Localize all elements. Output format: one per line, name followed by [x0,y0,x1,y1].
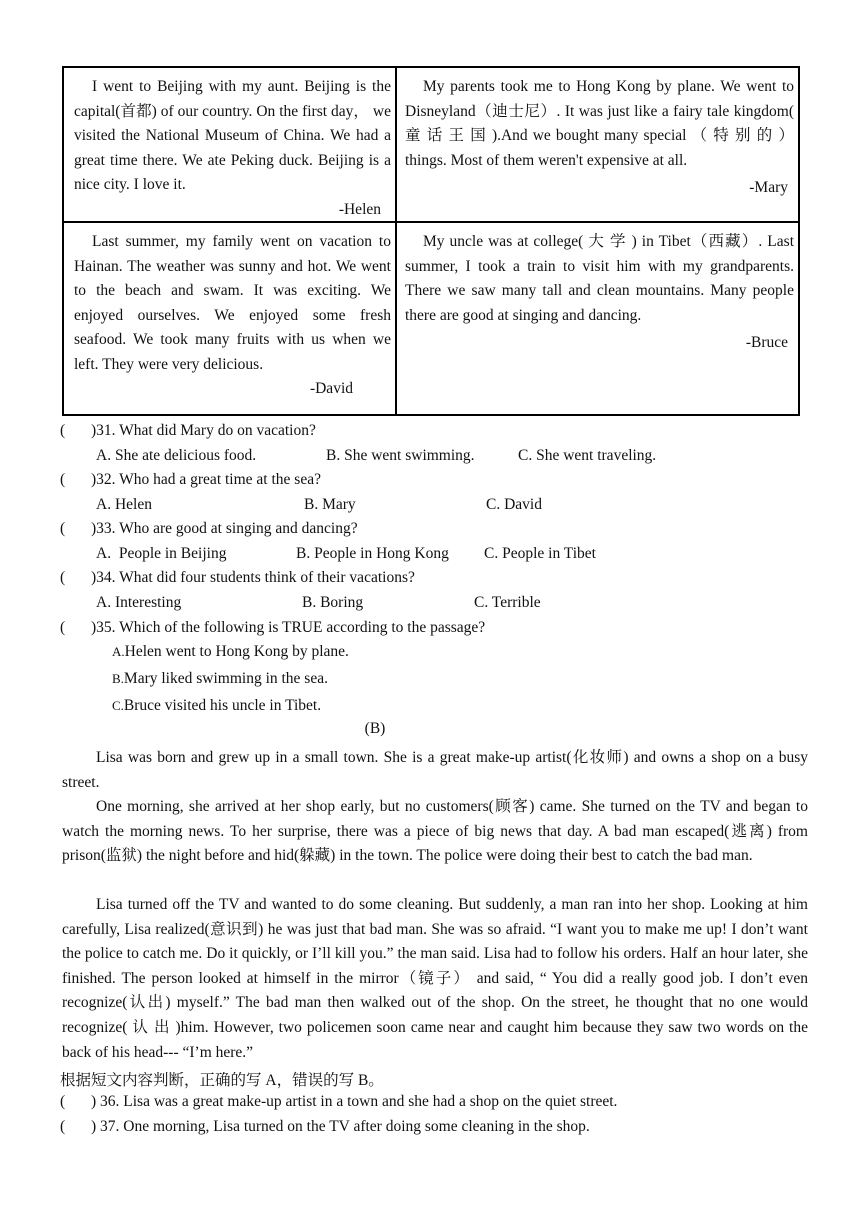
passage-helen [64,68,397,223]
option-c: C. Terrible [474,594,541,611]
option-b: B. She went swimming. [326,447,475,464]
answer-bracket[interactable]: ( [60,569,66,586]
question-stem: )31. What did Mary do on vacation? [91,422,316,439]
option-a: A. People in Beijing [96,545,227,562]
answer-bracket[interactable]: ( [60,1118,66,1135]
story-paragraph-3: Lisa turned off the TV and wanted to do some cleaning. But suddenly, a man ran into her shop. Looking at him carefully, Lisa realized(意识到) he was just that bad man. She was so afraid. “I want you to make me up! I don’t want the police to catch me. Do it quickly, or I’ll kill you.” the man said. Lisa had to follow his orders. Half an hour later, she finished. The person looked at himself in the mirror（镜子） and said, “ You did a really good job. I don’t even recognize(认出) myself.” The bad man then walked out of the shop. On the street, he thought that no one would recognize( 认 出 )him. However, two policemen soon came near and caught him because they saw two words on the back of his head--- “I’m here.” [62,896,808,1061]
passage-text: My parents took me to Hong Kong by plane. We went to Disneyland（迪士尼）. It was just like a fairy tale kingdom( 童 话 王 国 ).And we bought many special （ 特 别 的 ） things. Most of them weren't expensive at all. [405,78,794,169]
option-text: Helen went to Hong Kong by plane. [124,643,349,660]
option-c: C. People in Tibet [484,545,596,562]
answer-bracket[interactable]: ( [60,520,66,537]
question-stem: )33. Who are good at singing and dancing? [91,520,358,537]
option-letter: C. [112,698,124,713]
question-stem: )32. Who had a great time at the sea? [91,471,321,488]
question-34 [60,566,820,590]
passage-author: -Mary [749,179,788,196]
answer-bracket[interactable]: ( [60,422,66,439]
passage-text: I went to Beijing with my aunt. Beijing is the capital(首都) of our country. On the first day， we visited the National Museum of China. We had a great time there. We ate Peking duck. Beijing is a nice city. I love it. [74,78,391,193]
reading-table [62,66,800,416]
option-a: A. She ate delicious food. [96,447,257,464]
q35-option-a [112,643,349,661]
passage-text: My uncle was at college( 大 学 ) in Tibet（西藏）. Last summer, I took a train to visit him with my grandparents. There we saw many tall and clean mountains. Many people there are good at singing and dancing. [405,233,794,324]
instruction: 根据短文内容判断，正确的写 A，错误的写 B。 [60,1072,384,1089]
option-b: B. Mary [304,496,356,513]
option-b: B. Boring [302,594,364,611]
answer-bracket[interactable]: ( [60,619,66,636]
question-33 [60,517,820,541]
section-b-title: (B) [364,720,386,737]
question-stem: ) 36. Lisa was a great make-up artist in a town and she had a shop on the quiet street. [91,1093,618,1110]
q35-option-c [112,697,321,715]
option-b: B. People in Hong Kong [296,545,449,562]
question-stem: )35. Which of the following is TRUE according to the passage? [91,619,486,636]
option-a: A. Helen [96,496,152,513]
question-37 [60,1115,820,1139]
passage-author: -Helen [338,200,381,218]
passage-author: -Bruce [745,334,788,351]
option-c: C. David [486,496,542,513]
passage-mary [397,68,798,223]
question-31 [60,419,820,443]
option-letter: B. [112,671,124,686]
question-stem: )34. What did four students think of their vacations? [91,569,415,586]
answer-bracket[interactable]: ( [60,471,66,488]
question-35 [60,616,820,640]
question-32 [60,468,820,492]
option-letter: A. [112,644,125,659]
passage-text: Last summer, my family went on vacation to Hainan. The weather was sunny and hot. We went to the beach and swam. It was exciting. We enjoyed ourselves. We enjoyed some fresh seafood. We took many fruits with us when we left. They were very delicious. [74,233,391,373]
story-paragraph-1: Lisa was born and grew up in a small town. She is a great make-up artist(化妆师) and owns a shop on a busy street. [62,749,808,791]
option-c: C. She went traveling. [518,447,657,464]
option-text: Bruce visited his uncle in Tibet. [123,697,322,714]
passage-author: -David [309,380,353,397]
passage-david [64,223,397,414]
option-a: A. Interesting [96,594,182,611]
answer-bracket[interactable]: ( [60,1093,66,1110]
story-paragraph-2: One morning, she arrived at her shop early, but no customers(顾客) came. She turned on the TV and began to watch the morning news. To her surprise, there was a piece of big news that day. A bad man escaped(逃离) from prison(监狱) the night before and hid(躲藏) in the town. The police were doing their best to catch the bad man. [62,798,808,865]
question-36 [60,1090,820,1114]
q35-option-b [112,670,328,688]
passage-bruce [397,223,798,414]
option-text: Mary liked swimming in the sea. [123,670,328,687]
question-stem: ) 37. One morning, Lisa turned on the TV after doing some cleaning in the shop. [91,1118,590,1135]
